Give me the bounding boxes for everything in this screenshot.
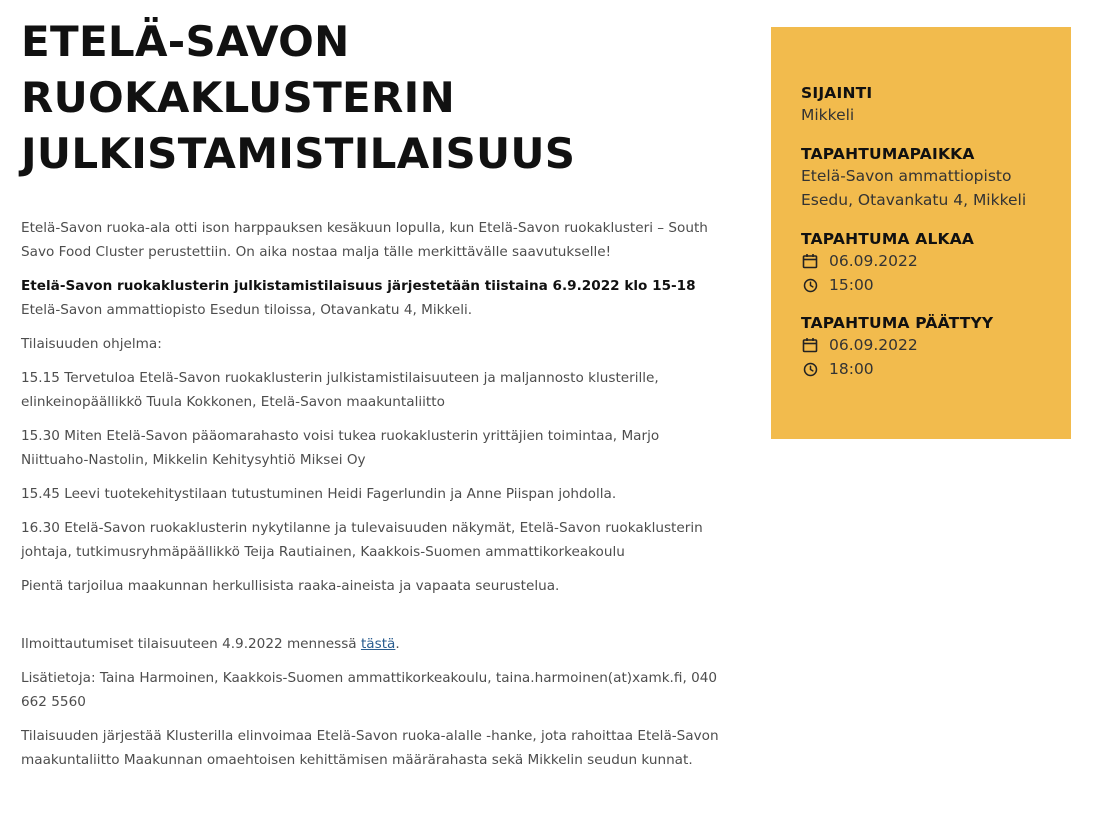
start-time-row bbox=[801, 273, 1051, 297]
program-item: 16.30 Etelä-Savon ruokaklusterin nykytilanne ja tulevaisuuden näkymät, Etelä-Savon ruokaklusterin johtaja, tutkimusryhmäpäällikkö Teija Rautiainen, Kaakkois-Suomen ammattikorkeakoulu bbox=[21, 520, 703, 560]
article-body bbox=[21, 216, 721, 772]
registration-suffix: . bbox=[395, 636, 400, 652]
main-content bbox=[21, 0, 721, 782]
contact-paragraph: Lisätietoja: Taina Harmoinen, Kaakkois-Suomen ammattikorkeakoulu, taina.harmoinen(at)xamk.fi, 040 662 5560 bbox=[21, 670, 718, 710]
start-time: 15:00 bbox=[829, 276, 874, 294]
end-time: 18:00 bbox=[829, 360, 874, 378]
end-date-row bbox=[801, 333, 1051, 357]
start-date-row bbox=[801, 249, 1051, 273]
calendar-icon bbox=[801, 252, 819, 270]
page-title-line: RUOKAKLUSTERIN bbox=[21, 73, 456, 122]
registration-link[interactable]: tästä bbox=[360, 636, 396, 652]
start-block bbox=[801, 229, 1051, 297]
program-item: 15.45 Leevi tuotekehitystilaan tutustuminen Heidi Fagerlundin ja Anne Piispan johdolla. bbox=[21, 486, 617, 502]
announcement-rest: Etelä-Savon ammattiopisto Esedun tiloissa, Otavankatu 4, Mikkeli. bbox=[21, 302, 473, 318]
program-item: 15.30 Miten Etelä-Savon pääomarahasto voisi tukea ruokaklusterin yrittäjien toimintaa, Marjo Niittuaho-Nastolin, Mikkelin Kehitysyhtiö Miksei Oy bbox=[21, 428, 660, 468]
end-time-row bbox=[801, 357, 1051, 381]
organizer-paragraph: Tilaisuuden järjestää Klusterilla elinvoimaa Etelä-Savon ruoka-alalle -hanke, jota rahoittaa Etelä-Savon maakuntaliitto Maakunnan omaehtoisen kehittämisen määrärahasta sekä Mikkelin seudun kunnat. bbox=[21, 728, 719, 768]
location-value: Mikkeli bbox=[801, 106, 855, 124]
registration-prefix: Ilmoittautumiset tilaisuuteen 4.9.2022 mennessä bbox=[21, 636, 361, 652]
end-date: 06.09.2022 bbox=[829, 336, 918, 354]
catering-paragraph: Pientä tarjoilua maakunnan herkullisista raaka-aineista ja vapaata seurustelua. bbox=[21, 578, 560, 594]
registration-paragraph bbox=[21, 632, 721, 656]
program-item: 15.15 Tervetuloa Etelä-Savon ruokaklusterin julkistamistilaisuuteen ja maljannosto klusterille, elinkeinopäällikkö Tuula Kokkonen, Etelä-Savon maakuntaliitto bbox=[21, 370, 659, 410]
start-date: 06.09.2022 bbox=[829, 252, 918, 270]
event-info-box bbox=[771, 27, 1071, 439]
start-heading: TAPAHTUMA ALKAA bbox=[801, 230, 975, 248]
announcement-bold: Etelä-Savon ruokaklusterin julkistamistilaisuus järjestetään tiistaina 6.9.2022 klo 15-18 bbox=[21, 278, 696, 294]
end-block bbox=[801, 313, 1051, 381]
calendar-icon bbox=[801, 336, 819, 354]
location-block bbox=[801, 83, 1051, 127]
page-title-line: JULKISTAMISTILAISUUS bbox=[21, 129, 576, 178]
page-title-line: ETELÄ-SAVON bbox=[21, 17, 350, 66]
page-title bbox=[21, 14, 721, 182]
intro-paragraph: Etelä-Savon ruoka-ala otti ison harppauksen kesäkuun lopulla, kun Etelä-Savon ruokaklusteri – South Savo Food Cluster perustettiin. On aika nostaa malja tälle merkittävälle saavutukselle! bbox=[21, 220, 708, 260]
clock-icon bbox=[801, 276, 819, 294]
end-heading: TAPAHTUMA PÄÄTTYY bbox=[801, 314, 994, 332]
venue-heading: TAPAHTUMAPAIKKA bbox=[801, 145, 975, 163]
venue-value: Etelä-Savon ammattiopisto Esedu, Otavankatu 4, Mikkeli bbox=[801, 167, 1027, 209]
venue-block bbox=[801, 144, 1051, 212]
program-heading: Tilaisuuden ohjelma: bbox=[21, 336, 162, 352]
clock-icon bbox=[801, 360, 819, 378]
location-heading: SIJAINTI bbox=[801, 84, 873, 102]
announcement-paragraph bbox=[21, 274, 721, 322]
